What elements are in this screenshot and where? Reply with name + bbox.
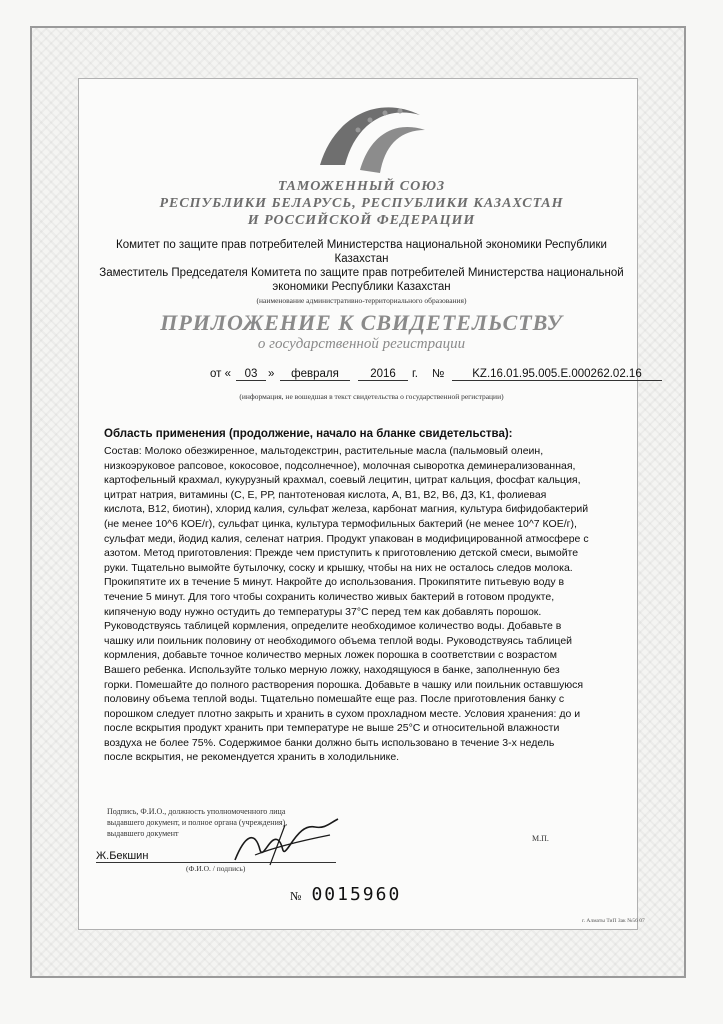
composition-line: кислота, В12, биотин), хлорид калия, сульфат железа, карбонат магния, культура бифидобактерий <box>104 503 589 516</box>
union-title-line-3: И РОССИЙСКОЙ ФЕДЕРАЦИИ <box>247 213 476 228</box>
document-title: ПРИЛОЖЕНИЕ К СВИДЕТЕЛЬСТВУ <box>160 310 563 335</box>
composition-line: воздуха не более 75%. Содержимое банки должно быть использовано в течение 3-х недель <box>104 736 555 749</box>
committee-line-4: экономики Республики Казахстан <box>272 281 451 293</box>
composition-line: горки. Помешайте до полного растворения порошка. Добавьте в чашку или поильник оставшуюся <box>104 678 584 691</box>
composition-line: азотом. Метод приготовления: Прежде чем приступить к приготовлению детской смеси, вымойте <box>104 547 579 560</box>
year-suffix: г. <box>412 368 418 380</box>
composition-line: кормления, добавьте точное количество мерных ложек порошка в соответствии с возрастом <box>104 649 557 662</box>
blank-number-value: 0015960 <box>311 884 402 905</box>
blank-number-prefix: № <box>290 889 302 903</box>
registration-number: KZ.16.01.95.005.E.000262.02.16 <box>452 368 662 381</box>
stamp-placeholder: М.П. <box>532 834 549 843</box>
signature-line <box>186 862 336 863</box>
composition-line: руки. Тщательно вымойте бутылочку, соску и крышку, чтобы на них не осталось следов молока. <box>104 561 573 574</box>
union-title-line-2: РЕСПУБЛИКИ БЕЛАРУСЬ, РЕСПУБЛИКИ КАЗАХСТАН <box>159 196 564 211</box>
handwritten-signature-icon <box>230 815 340 875</box>
committee-line-1: Комитет по защите прав потребителей Министерства национальной экономики Республики <box>116 239 607 251</box>
composition-line: после вскрытия продукт хранить при температуре не выше 25°С и относительной влажности <box>104 722 560 735</box>
composition-text <box>104 444 644 765</box>
customs-union-emblem-icon <box>300 95 430 190</box>
registration-line <box>210 368 670 386</box>
signature-caption-line-1: Подпись, Ф.И.О., должность уполномоченного лица <box>107 807 286 816</box>
union-title-line-1: ТАМОЖЕННЫЙ СОЮЗ <box>277 179 446 194</box>
composition-line: Состав: Молоко обезжиренное, мальтодекстрин, растительные масла (пальмовый олеин, <box>104 445 544 457</box>
registration-month: февраля <box>280 368 350 381</box>
registration-year: 2016 <box>358 368 408 381</box>
composition-line: кипяченую воду нужно остудить до температуры 37°С перед тем как добавлять порошок. <box>104 605 542 618</box>
composition-line: картофельный крахмал, кукурузный крахмал, соевый лецитин, цитрат кальция, фосфат кальция, <box>104 474 581 487</box>
registration-day: 03 <box>236 368 266 381</box>
admin-caption: (наименование административно-территориального образования) <box>256 296 467 305</box>
composition-line: цитрат натрия, витамины (С, Е, РР, пантотеновая кислота, А, В1, В2, В6, Д3, К1, фолиевая <box>104 488 547 501</box>
composition-line: течение 5 минут. Для того чтобы сохранить количество живых бактерий в готовом продукте, <box>104 590 555 603</box>
composition-line: половину объема теплой воды. Тщательно помешайте еще раз. После приготовления банку с <box>104 693 565 706</box>
date-prefix: от « <box>210 368 232 380</box>
document-subtitle: о государственной регистрации <box>257 336 466 352</box>
area-of-application-title: Область применения (продолжение, начало на бланке свидетельства): <box>104 428 513 440</box>
composition-line: сульфат меди, йодид калия, селенат натрия. Продукт упакован в модифицированной атмосфере с <box>104 532 589 545</box>
committee-line-3: Заместитель Председателя Комитета по защите прав потребителей Министерства национальной <box>99 267 624 279</box>
printer-note: г. Алматы ТиП Зак №56 07 <box>582 918 645 924</box>
number-prefix: № <box>432 368 445 380</box>
composition-line: после вскрытия, не рекомендуется хранить в холодильнике. <box>104 751 400 764</box>
signature-caption-line-2: выдавшего документ, и полное органа (учреждения), <box>107 818 288 827</box>
composition-line: низкоэруковое рапсовое, кокосовое, подсолнечное), молочная сыворотка деминерализованная, <box>104 459 576 472</box>
fio-caption: (Ф.И.О. / подпись) <box>186 864 246 873</box>
committee-line-2: Казахстан <box>334 253 389 265</box>
signer-name: Ж.Бекшин <box>96 850 186 863</box>
composition-line: Вашего ребенка. Используйте только мерную ложку, находящуюся в банке, заполненную без <box>104 663 560 676</box>
composition-line: Прокипятите их в течение 5 минут. Накройте до использования. Прокипятите питьевую воду в <box>104 576 565 589</box>
composition-line: порошком следует плотно закрыть и хранить в сухом прохладном месте. Условия хранения: до и <box>104 707 581 720</box>
date-close-quote: » <box>268 368 275 380</box>
registration-caption: (информация, не вошедшая в текст свидетельства о государственной регистрации) <box>239 392 504 401</box>
composition-line: чашку или поильник половину от необходимого объема теплой воды. Руководствуясь таблицей <box>104 634 573 647</box>
blank-number <box>290 884 401 905</box>
composition-line: (не менее 10^6 КОЕ/г), сульфат цинка, культура термофильных бактерий (не менее 10^7 КОЕ/г), <box>104 517 577 530</box>
composition-line: Руководствуясь таблицей кормления, определите необходимое количество воды. Добавьте в <box>104 620 562 633</box>
signature-caption-line-3: выдавшего документ <box>107 829 179 838</box>
